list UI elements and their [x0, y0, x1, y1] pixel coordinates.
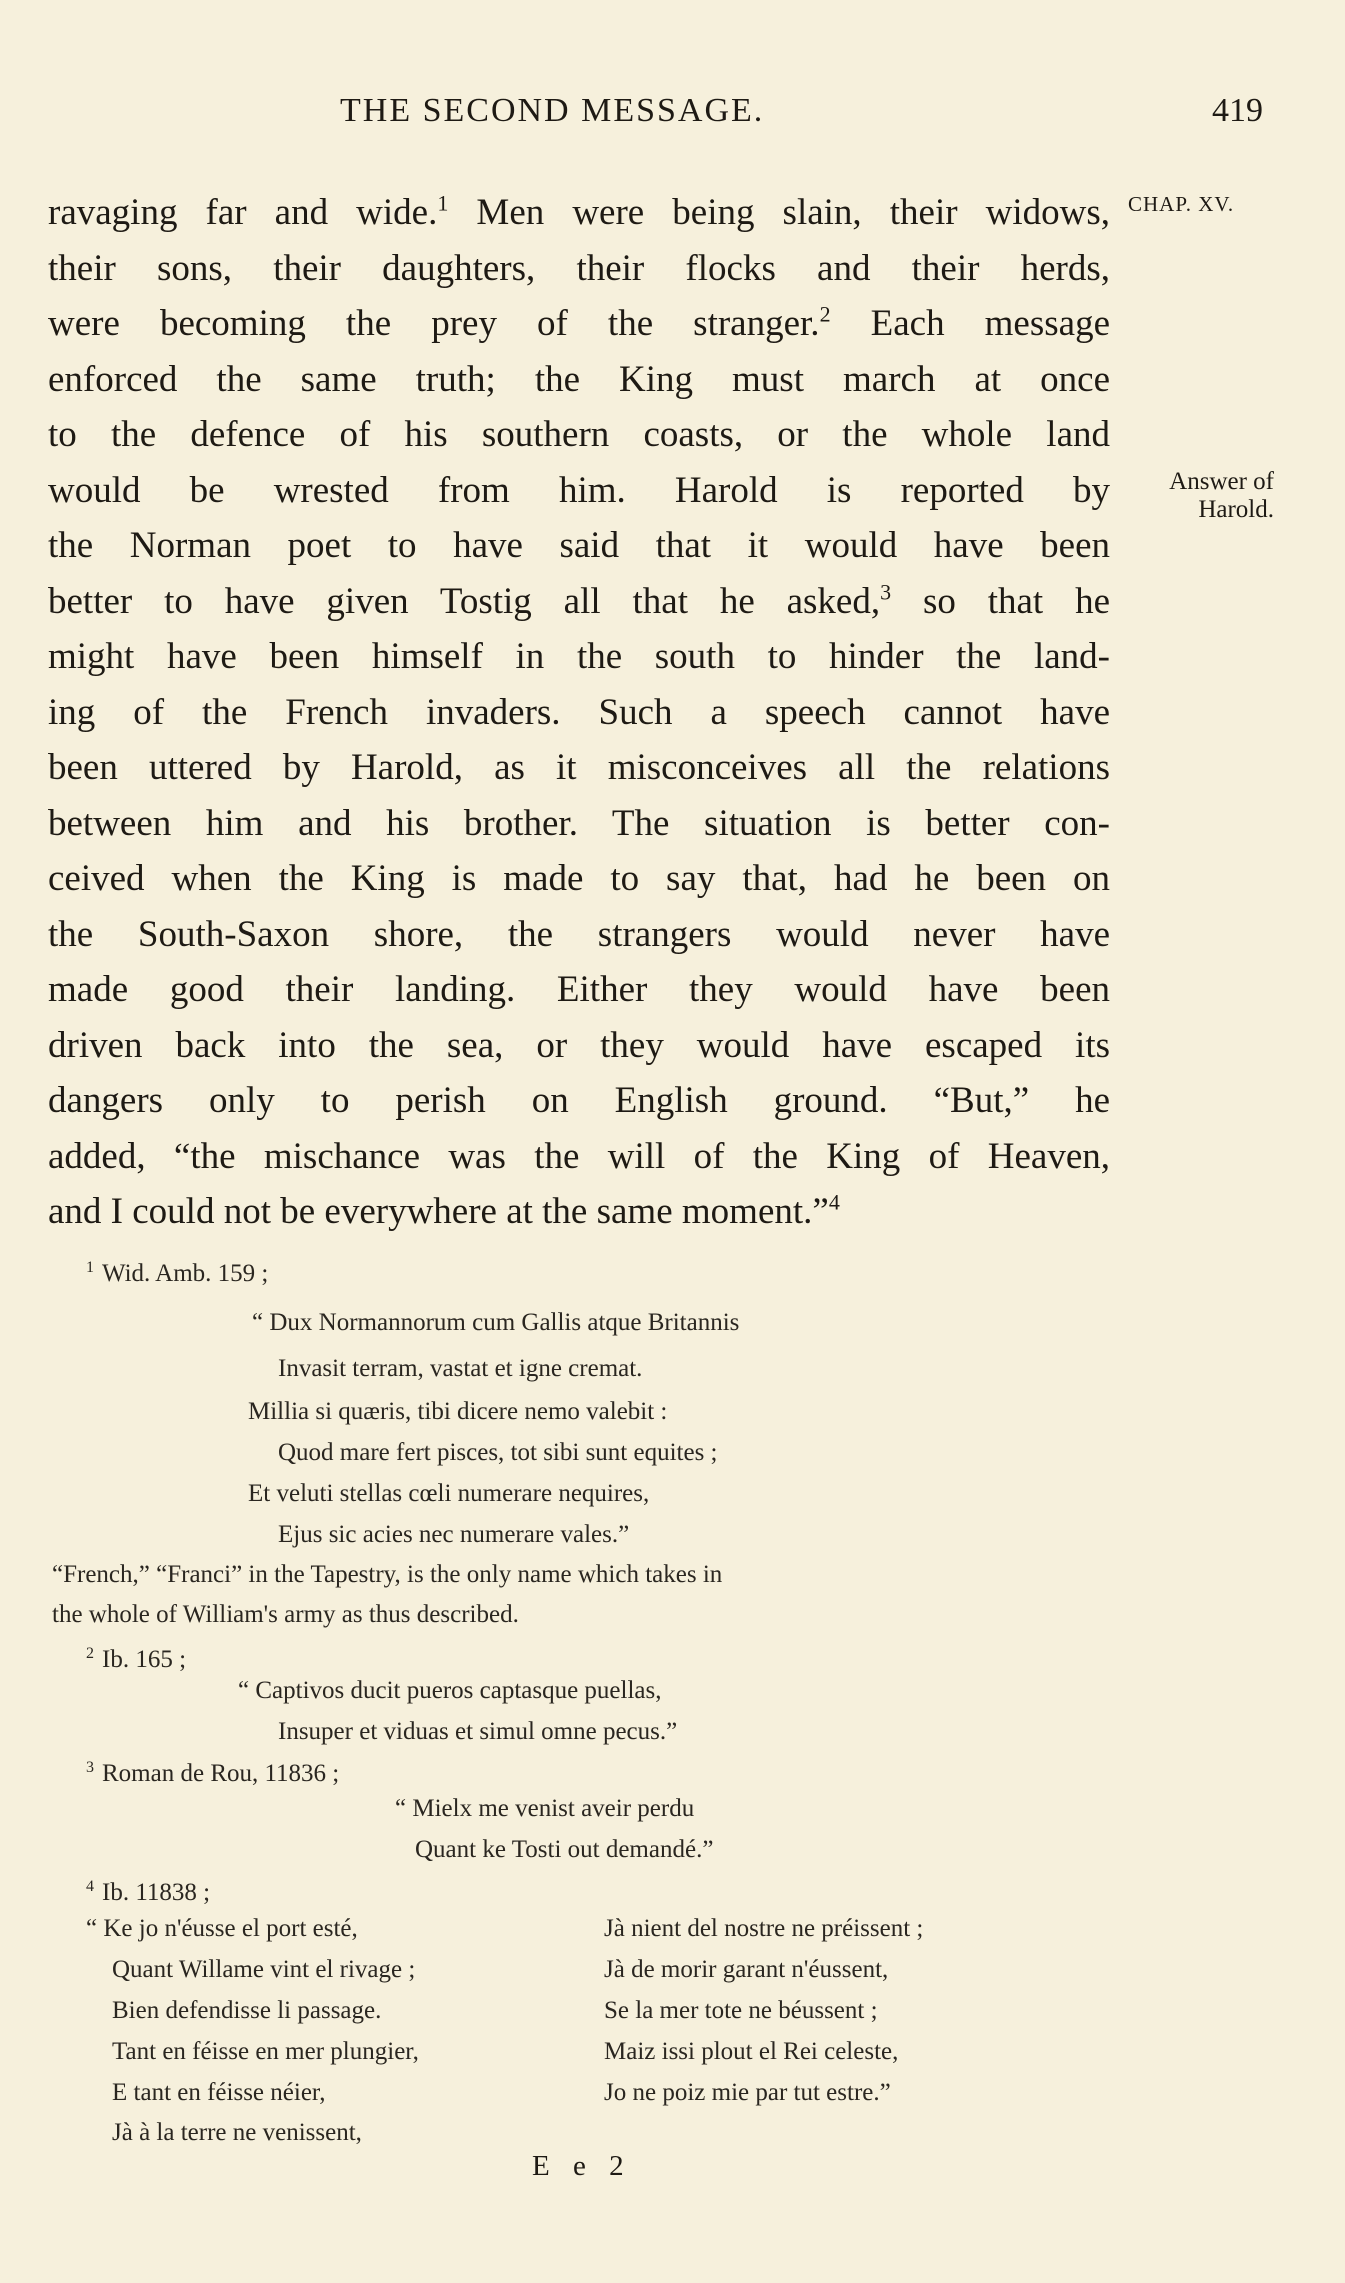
signature-mark: E e 2	[532, 2150, 632, 2182]
footnote-2-reference: $^2$ Ib. 165 ;	[86, 1644, 187, 1673]
footnote-3-verse-line: Quant ke Tosti out demandé.”	[415, 1836, 714, 1863]
footnote-4-reference: $^4$ Ib. 11838 ;	[86, 1877, 211, 1906]
footnote-1-note-line: “French,” “Franci” in the Tapestry, is the only name which takes in	[52, 1561, 723, 1588]
body-line: been uttered by Harold, as it misconceives all the relations	[48, 747, 1110, 788]
body-line: and I could not be everywhere at the same moment.”$^4$	[48, 1189, 840, 1232]
footnote-4-left-verse-line: Tant en féisse en mer plungier,	[112, 2038, 419, 2065]
footnote-1-reference: $^1$ Wid. Amb. 159 ;	[86, 1258, 269, 1287]
body-text	[48, 185, 1110, 1240]
footnote-1-verse-line: “ Dux Normannorum cum Gallis atque Britannis	[252, 1309, 740, 1336]
body-line: the South-Saxon shore, the strangers would never have	[48, 913, 1110, 955]
margin-note: Answer of Harold.	[1169, 468, 1274, 523]
body-line: ravaging far and wide.$^1$ Men were being slain, their widows,	[48, 190, 1111, 233]
body-line: the Norman poet to have said that it would have been	[48, 525, 1110, 566]
body-line: between him and his brother. The situation is better con-	[48, 802, 1110, 844]
footnote-1-verse-line: Millia si quæris, tibi dicere nemo valebit :	[248, 1398, 668, 1425]
footnote-1-note-line: the whole of William's army as thus described.	[52, 1601, 519, 1628]
body-line: driven back into the sea, or they would have escaped its	[48, 1024, 1110, 1066]
footnote-2-verse-line: Insuper et viduas et simul omne pecus.”	[278, 1718, 678, 1745]
footnote-ref: 4	[828, 1189, 840, 1215]
footnote-4-right-verse-line: Maiz issi plout el Rei celeste,	[604, 2038, 899, 2065]
body-line: better to have given Tostig all that he asked,$^3$ so that he	[48, 579, 1110, 622]
page-number: 419	[1212, 92, 1263, 129]
footnote-4-left-verse-line: Jà à la terre ne venissent,	[112, 2119, 362, 2146]
body-line: added, “the mischance was the will of the King of Heaven,	[48, 1135, 1110, 1177]
body-line: made good their landing. Either they would have been	[48, 969, 1110, 1010]
footnote-4-left-verse-line: E tant en féisse néier,	[112, 2079, 326, 2106]
footnote-ref: 1	[437, 190, 449, 216]
footnote-4-right-verse-line: Jà de morir garant n'éussent,	[604, 1956, 889, 1983]
footnote-1-verse-line: Ejus sic acies nec numerare vales.”	[278, 1521, 630, 1548]
footnote-3-verse-line: “ Mielx me venist aveir perdu	[395, 1795, 695, 1822]
footnote-1-verse-line: Quod mare fert pisces, tot sibi sunt equites ;	[278, 1439, 718, 1466]
body-line: were becoming the prey of the stranger.$^2$ Each message	[48, 301, 1110, 344]
body-line: ceived when the King is made to say that, had he been on	[48, 858, 1110, 899]
footnote-3-reference: $^3$ Roman de Rou, 11836 ;	[86, 1758, 340, 1787]
footnote-4-right-verse-line: Jo ne poiz mie par tut estre.”	[604, 2079, 891, 2106]
body-line: dangers only to perish on English ground. “But,” he	[48, 1080, 1110, 1121]
margin-chapter-label: CHAP. XV.	[1128, 192, 1235, 216]
body-line: would be wrested from him. Harold is reported by	[48, 469, 1110, 511]
footnote-4-left-verse-line: “ Ke jo n'éusse el port esté,	[86, 1915, 358, 1942]
body-line: might have been himself in the south to hinder the land-	[48, 636, 1110, 677]
body-line: their sons, their daughters, their flocks and their herds,	[48, 247, 1110, 289]
footnote-4-left-verse-line: Quant Willame vint el rivage ;	[112, 1956, 416, 1983]
body-line: to the defence of his southern coasts, or the whole land	[48, 414, 1110, 455]
footnote-ref: 2	[819, 301, 831, 327]
footnote-4-right-verse-line: Se la mer tote ne béussent ;	[604, 1997, 878, 2024]
footnote-1-verse-line: Invasit terram, vastat et igne cremat.	[278, 1355, 643, 1382]
body-line: enforced the same truth; the King must march at once	[48, 358, 1110, 400]
footnote-ref: 3	[880, 579, 892, 605]
footnote-2-verse-line: “ Captivos ducit pueros captasque puellas,	[238, 1677, 662, 1704]
footnote-4-left-verse-line: Bien defendisse li passage.	[112, 1997, 382, 2024]
running-head-title: THE SECOND MESSAGE.	[340, 92, 765, 129]
footnote-4-right-verse-line: Jà nient del nostre ne préissent ;	[604, 1915, 924, 1942]
body-line: ing of the French invaders. Such a speech cannot have	[48, 691, 1110, 733]
footnote-1-verse-line: Et veluti stellas cœli numerare nequires,	[248, 1480, 650, 1507]
